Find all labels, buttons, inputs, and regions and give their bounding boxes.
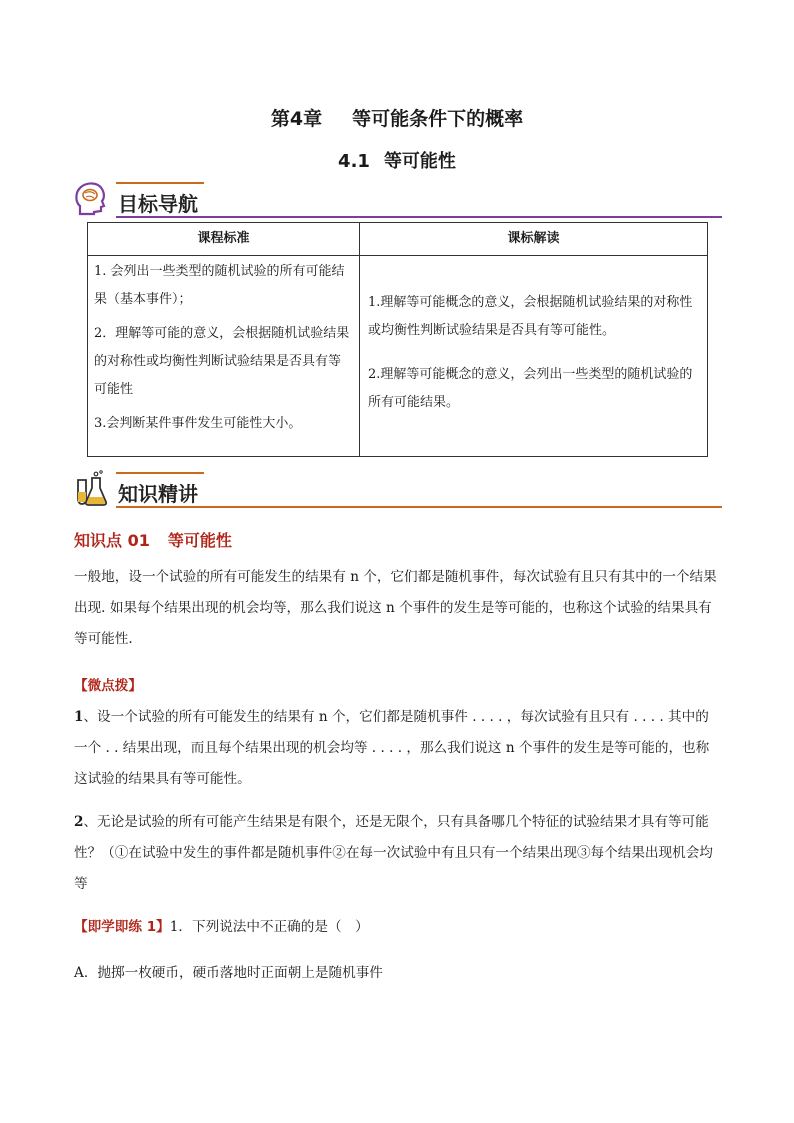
knowledge-point-name: 等可能性 [167,531,232,550]
chapter-name: 等可能条件下的概率 [352,108,524,130]
knowledge-point-number: 知识点 01 [74,531,150,550]
interpretation-item: 1.理解等可能概念的意义，会根据随机试验结果的对称性或均衡性判断试验结果是否具有等可能性。 [368,295,693,338]
table-header: 课标解读 [360,223,708,256]
heading-accent-line [116,182,204,184]
curriculum-table [87,222,708,457]
chapter-title [0,104,794,131]
brain-head-icon [72,180,110,218]
exercise-question-text: 1．下列说法中不正确的是（ ） [169,919,369,935]
table-header-row [88,223,708,256]
table-row [88,256,708,457]
section-divider [116,216,722,218]
standard-item: 2．理解等可能的意义，会根据随机试验结果的对称性或均衡性判断试验结果是否具有等可能性 [94,326,350,397]
exercise-option-a: A．抛掷一枚硬币，硬币落地时正面朝上是随机事件 [74,965,383,981]
section-label: 知识精讲 [118,482,198,506]
table-header: 课程标准 [88,223,360,256]
table-cell-interpretation [360,256,708,457]
tip-label: 【微点拨】 [74,678,142,694]
tip-paragraph-2 [74,807,722,900]
section-label: 目标导航 [118,192,198,216]
standard-item: 1. 会列出一些类型的随机试验的所有可能结果（基本事件）； [94,264,345,307]
chapter-number: 第4章 [270,108,323,130]
section-number: 4.1 [338,151,370,172]
section-divider [116,506,722,508]
tip-text: 、无论是试验的所有可能产生结果是有限个，还是无限个，只有具备哪几个特征的试验结果才具有等可能性？（①在试验中发生的事件都是随机事件②在每一次试验中有且只有一个结果出现③每个结果出现机会均等 [74,814,713,892]
tip-number: 1 [74,709,84,725]
tip-paragraph-1 [74,702,722,795]
exercise-question [74,912,722,943]
section-heading-knowledge [72,470,722,510]
knowledge-point-title [74,528,232,551]
heading-accent-line [116,472,204,474]
tip-number: 2 [74,814,84,830]
interpretation-item: 2.理解等可能概念的意义，会列出一些类型的随机试验的所有可能结果。 [368,367,693,410]
definition-paragraph: 一般地，设一个试验的所有可能发生的结果有 n 个，它们都是随机事件，每次试验有且只有其中的一个结果出现. 如果每个结果出现的机会均等，那么我们说这 n 个事件的发生是等可能的，也称这个试验的结果具有等可能性. [74,569,717,647]
section-title [0,147,794,173]
lab-flask-icon [72,470,110,508]
section-heading-goals [72,180,722,220]
tip-text: 、设一个试验的所有可能发生的结果有 n 个，它们都是随机事件 . . . . ，每次试验有且只有 . . . . 其中的一个 . . 结果出现，而且每个结果出现的机会均等 . . . . ，那么我们说这 n 个事件的发生是等可能的，也称这试验的结果具有等可能性。 [74,709,710,787]
standard-item: 3.会判断某件事件发生可能性大小。 [94,416,302,431]
section-name: 等可能性 [383,151,456,172]
exercise-label: 【即学即练 1】 [74,919,170,935]
table-cell-standards [88,256,360,457]
